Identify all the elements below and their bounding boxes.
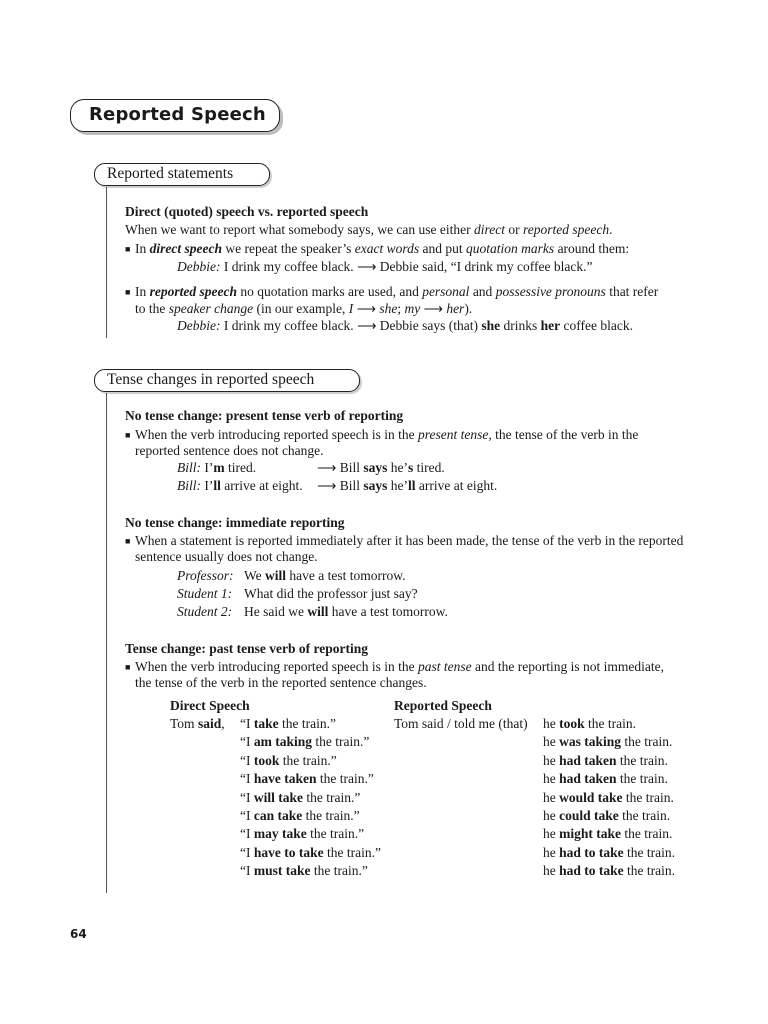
bullet-text: In direct speech we repeat the speaker’s exact words and put quotation marks around them: [135,241,630,256]
tom-told: Tom said / told me (that) [394,716,528,731]
table-row-direct: “I must take the train.” [240,863,368,879]
example-result: ⟶ Bill says he’ll arrive at eight. [317,478,498,493]
table-row-direct: “I will take the train.” [240,789,361,805]
table-row-reported: he had taken the train. [543,752,668,768]
bullet-text-cont: sentence usually does not change. [135,549,318,564]
column-header-reported: Reported Speech [394,698,492,713]
example-line: Debbie: I drink my coffee black. ⟶ Debbie said, “I drink my coffee black.” [177,259,593,274]
arrow-icon: ⟶ [357,259,377,274]
page-title-box [70,99,280,132]
table-row-direct: “I took the train.” [240,752,337,768]
arrow-icon: ⟶ [317,460,337,475]
table-row-reported: he had taken the train. [543,771,668,787]
table-row-direct: “I have to take the train.” [240,844,381,860]
bullet-text: When the verb introducing reported speech is in the present tense, the tense of the verb in the [135,427,639,442]
subheading: No tense change: immediate reporting [125,515,345,530]
table-row-reported: he might take the train. [543,826,673,842]
bullet-text: When the verb introducing reported speech is in the past tense and the reporting is not immediate, [135,659,665,674]
bullet-text: In reported speech no quotation marks are used, and personal and possessive pronouns that refer [135,284,659,299]
section-heading: Reported statements [107,165,234,182]
subheading: Direct (quoted) speech vs. reported speech [125,204,369,219]
table-row-direct: “I am taking the train.” [240,734,370,750]
section-heading-box [94,163,270,186]
section-heading-box [94,369,360,392]
bullet-text-cont: to the speaker change (in our example, I ⟶ she; my ⟶ her). [135,301,473,316]
table-row-reported: he would take the train. [543,789,674,805]
example-line: Bill: I’m tired. [177,460,257,475]
table-row-direct: “I take the train.” [240,716,336,731]
dialogue-speaker: Professor: [177,568,234,583]
arrow-icon: ⟶ [353,301,380,316]
section-rule [106,393,107,893]
table-row-direct: “I can take the train.” [240,808,360,823]
dialogue-line: He said we will have a test tomorrow. [244,604,448,619]
intro-line: When we want to report what somebody says, we can use either direct or reported speech. [125,222,613,237]
dialogue-speaker: Student 2: [177,604,233,619]
dialogue-line: What did the professor just say? [244,586,418,601]
bullet-text-cont: the tense of the verb in the reported sentence changes. [135,675,427,690]
dialogue-line: We will have a test tomorrow. [244,568,406,583]
table-row-reported: he was taking the train. [543,734,673,750]
arrow-icon: ⟶ [357,318,377,333]
table-row-reported: he could take the train. [543,808,671,823]
bullet-icon: ■ [125,244,131,254]
table-row-direct: “I may take the train.” [240,826,365,842]
bullet-text: When a statement is reported immediately after it has been made, the tense of the verb in the reported [135,533,684,548]
page-number: 64 [70,927,87,941]
subheading: No tense change: present tense verb of reporting [125,408,404,423]
column-header-direct: Direct Speech [170,698,250,713]
table-row-reported: he had to take the train. [543,844,675,860]
arrow-icon: ⟶ [317,478,337,493]
tom-said: Tom said, [170,716,225,731]
bullet-icon: ■ [125,662,131,672]
section-heading: Tense changes in reported speech [107,371,315,388]
arrow-icon: ⟶ [420,301,447,316]
page-title: Reported Speech [89,104,266,125]
section-rule [106,187,107,338]
bullet-text-cont: reported sentence does not change. [135,443,324,458]
example-line: Bill: I’ll arrive at eight. [177,478,303,493]
table-row-reported: he had to take the train. [543,863,675,879]
table-row-direct: “I have taken the train.” [240,771,374,787]
dialogue-speaker: Student 1: [177,586,233,601]
example-result: ⟶ Bill says he’s tired. [317,460,445,475]
bullet-icon: ■ [125,430,131,440]
subheading: Tense change: past tense verb of reporting [125,641,368,656]
example-line: Debbie: I drink my coffee black. ⟶ Debbie says (that) she drinks her coffee black. [177,318,633,333]
table-row-reported: he took the train. [543,716,636,731]
bullet-icon: ■ [125,287,131,297]
bullet-icon: ■ [125,536,131,546]
